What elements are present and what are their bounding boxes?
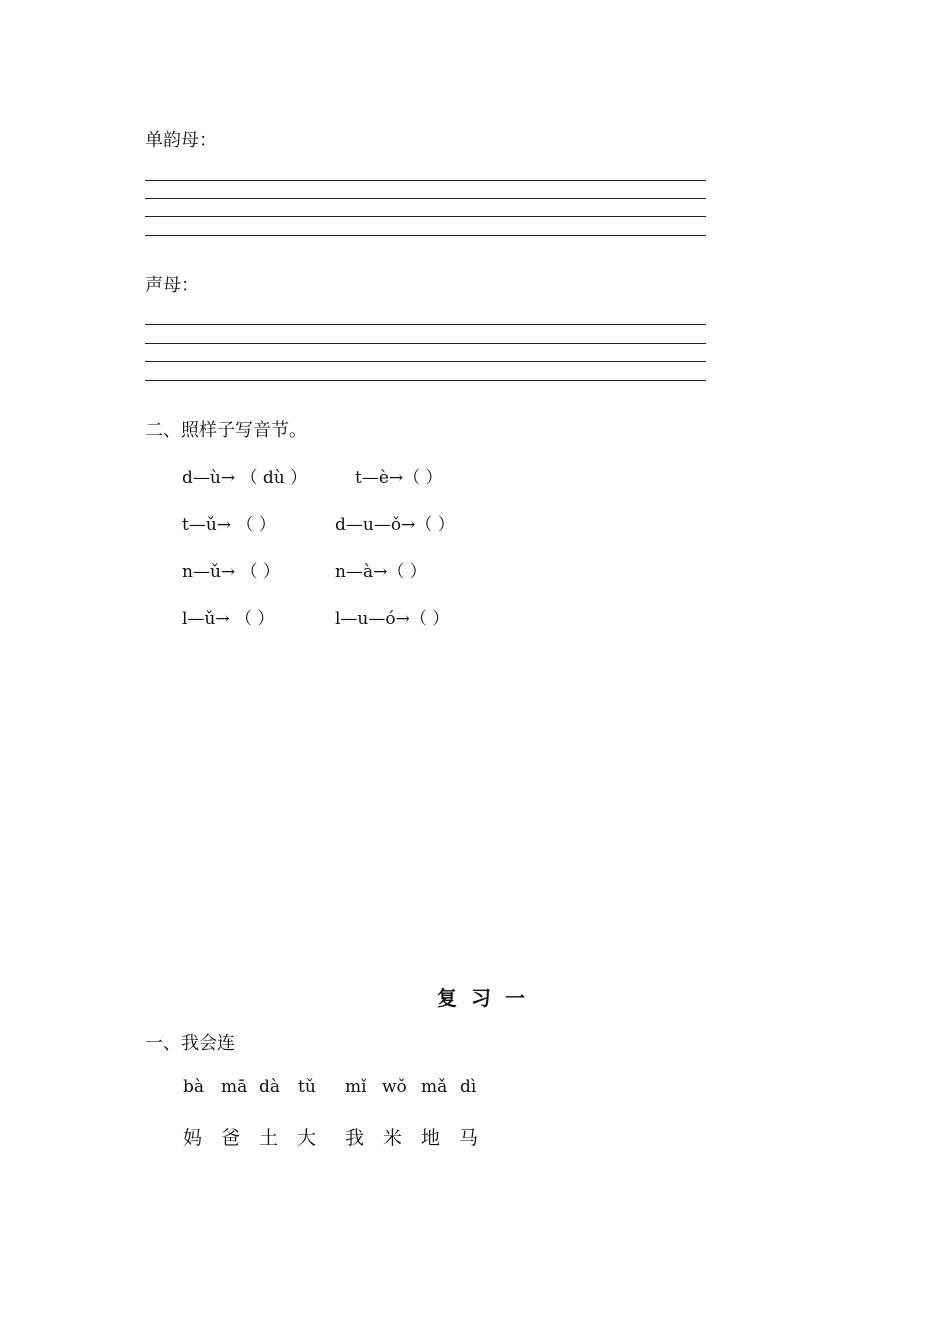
exercise-item: d—u—ǒ→（ ） — [335, 515, 455, 535]
review-section-one-heading: 一、我会连 — [145, 1033, 235, 1054]
exercise-item: l—ǔ→ （ ） — [182, 609, 275, 629]
pinyin-item: dà — [259, 1077, 281, 1097]
exercise-item: n—à→（ ） — [335, 562, 427, 582]
hanzi-item: 妈 — [183, 1127, 203, 1149]
hanzi-item: 大 — [297, 1127, 317, 1149]
pinyin-item: wǒ — [382, 1077, 407, 1097]
example-item: d—ù→ （ dù ） — [182, 468, 308, 488]
exercise-item: l—u—ó→（ ） — [335, 609, 450, 629]
writing-line — [145, 343, 706, 344]
writing-line — [145, 198, 706, 199]
pinyin-item: mǐ — [345, 1077, 367, 1097]
section-two-heading: 二、照样子写音节。 — [145, 420, 307, 441]
pinyin-item: dì — [460, 1077, 477, 1097]
pinyin-item: tǔ — [298, 1077, 316, 1097]
exercise-item: t—è→（ ） — [355, 468, 443, 488]
hanzi-item: 米 — [383, 1127, 403, 1149]
writing-line — [145, 235, 706, 236]
hanzi-item: 马 — [459, 1127, 479, 1149]
pinyin-item: mǎ — [421, 1077, 448, 1097]
pinyin-item: bà — [183, 1077, 205, 1097]
hanzi-item: 爸 — [221, 1127, 241, 1149]
single-finals-label: 单韵母： — [145, 130, 217, 151]
exercise-item: n—ǔ→ （ ） — [182, 562, 280, 582]
writing-line — [145, 361, 706, 362]
hanzi-item: 地 — [421, 1127, 441, 1149]
writing-line — [145, 380, 706, 381]
hanzi-item: 土 — [259, 1127, 279, 1149]
hanzi-item: 我 — [345, 1127, 365, 1149]
writing-line — [145, 180, 706, 181]
initials-label: 声母： — [145, 275, 199, 296]
writing-line — [145, 324, 706, 325]
review-title: 复习一 — [437, 986, 539, 1010]
pinyin-item: mā — [221, 1077, 248, 1097]
exercise-item: t—ǔ→ （ ） — [182, 515, 276, 535]
writing-line — [145, 216, 706, 217]
